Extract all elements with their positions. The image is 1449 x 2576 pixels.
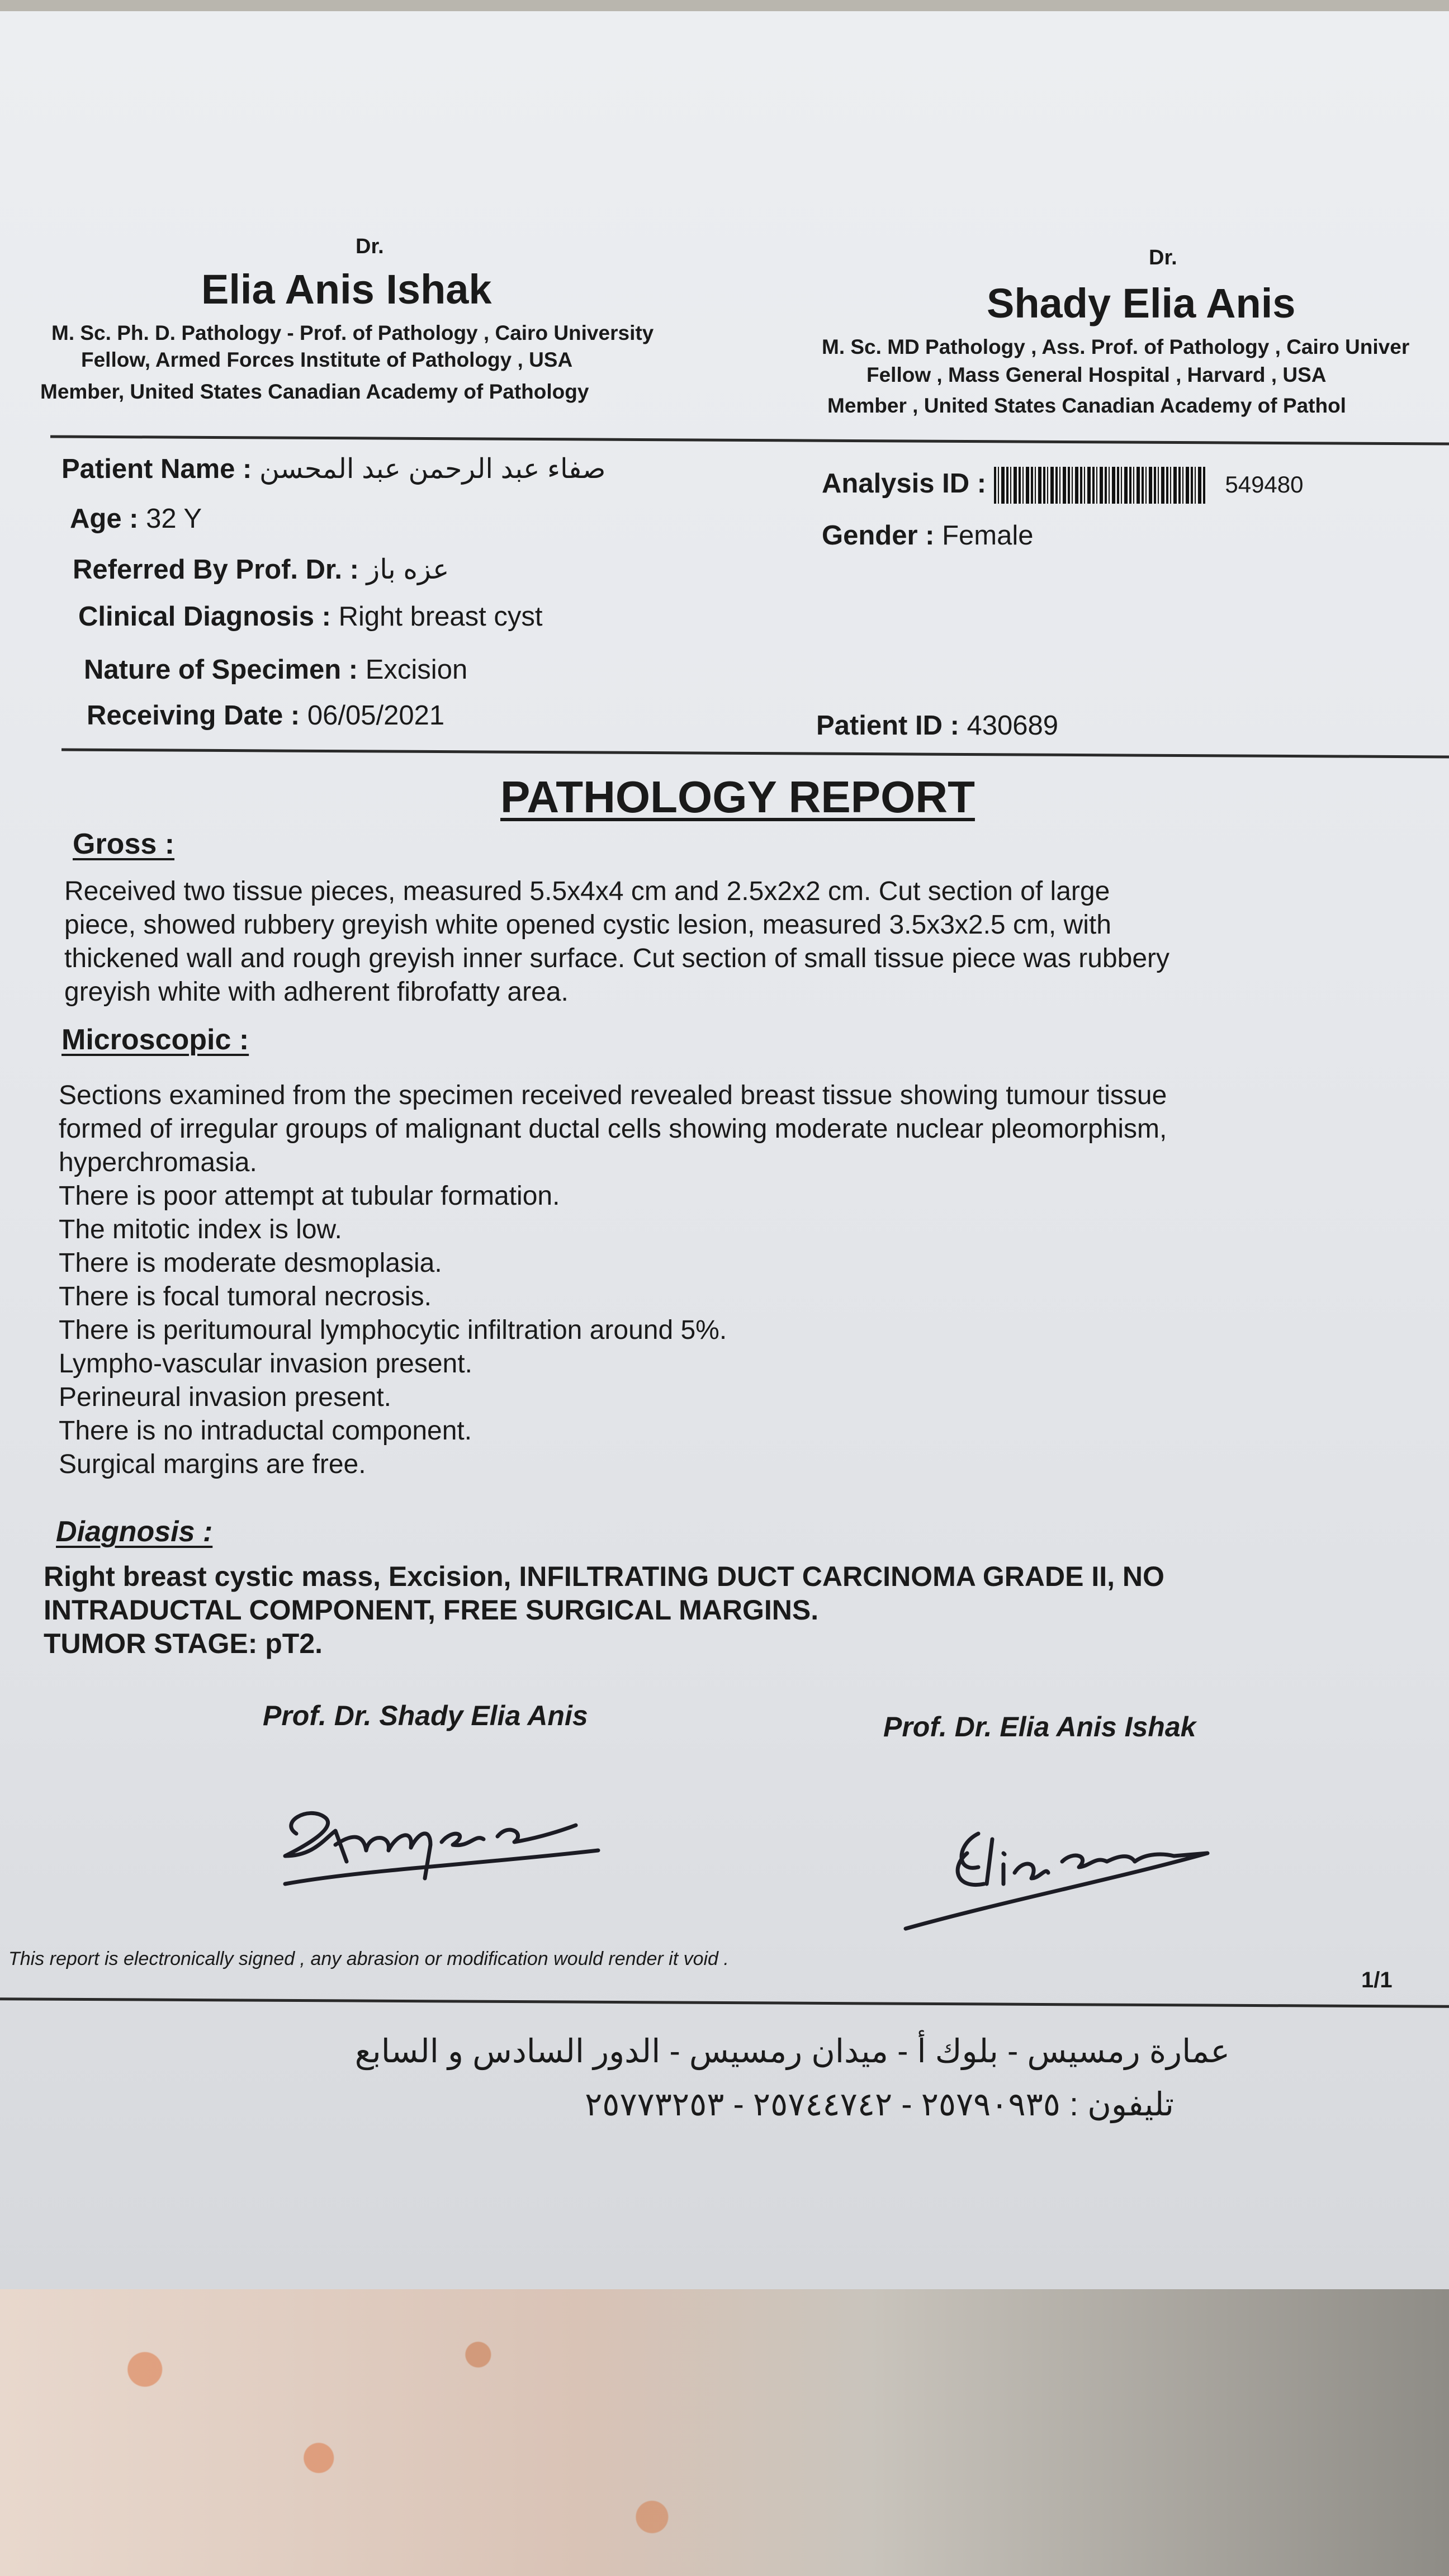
gender-row	[822, 520, 1034, 551]
specimen-row	[84, 654, 467, 685]
electronic-signature-note: This report is electronically signed , any abrasion or modification would render it void .	[8, 1948, 729, 1969]
microscopic-line: There is no intraductal component.	[59, 1416, 472, 1446]
analysis-row	[822, 467, 1304, 504]
diagnosis-heading: Diagnosis :	[56, 1516, 213, 1548]
microscopic-line: There is poor attempt at tubular formation.	[59, 1181, 560, 1211]
gross-heading: Gross :	[73, 828, 175, 860]
referred-value: عزه باز	[366, 555, 449, 585]
patient-id-row	[816, 710, 1058, 741]
right-doctor-name: Shady Elia Anis	[987, 280, 1296, 326]
left-doctor-credential-2: Fellow, Armed Forces Institute of Pathology , USA	[81, 348, 573, 371]
microscopic-text	[59, 1079, 1445, 1481]
gender-label: Gender :	[822, 520, 935, 551]
gross-line: Received two tissue pieces, measured 5.5x4x4 cm and 2.5x2x2 cm. Cut section of large	[64, 877, 1110, 906]
right-signatory-name: Prof. Dr. Elia Anis Ishak	[883, 1711, 1196, 1742]
microscopic-line: Perineural invasion present.	[59, 1382, 392, 1412]
specimen-label: Nature of Specimen :	[84, 655, 358, 685]
left-signature	[263, 1772, 632, 1906]
left-doctor-name: Elia Anis Ishak	[201, 266, 492, 312]
report-title: PATHOLOGY REPORT	[500, 772, 975, 822]
microscopic-line: There is peritumoural lymphocytic infiltration around 5%.	[59, 1315, 727, 1345]
barcode	[994, 467, 1206, 504]
patient-id-label: Patient ID :	[816, 711, 959, 741]
analysis-value: 549480	[1225, 471, 1304, 498]
lab-address: عمارة رمسيس - بلوك أ - ميدان رمسيس - الدور السادس و السابع	[354, 2033, 1230, 2070]
right-doctor-prefix: Dr.	[1149, 246, 1177, 269]
diagnosis-line: INTRADUCTAL COMPONENT, FREE SURGICAL MARGINS.	[44, 1594, 819, 1626]
referred-row	[73, 553, 449, 585]
gross-text	[64, 875, 1445, 1009]
header-divider	[50, 435, 1449, 445]
analysis-label: Analysis ID :	[822, 468, 987, 499]
right-doctor-credential-3: Member , United States Canadian Academy of Pathol	[827, 394, 1346, 417]
left-doctor-credential-3: Member, United States Canadian Academy of Pathology	[40, 380, 589, 403]
microscopic-line: There is moderate desmoplasia.	[59, 1248, 442, 1278]
tablecloth-background	[0, 2281, 1449, 2576]
clinical-row	[78, 601, 543, 632]
left-doctor-credential-1: M. Sc. Ph. D. Pathology - Prof. of Pathology , Cairo University	[51, 321, 654, 344]
right-doctor-credential-1: M. Sc. MD Pathology , Ass. Prof. of Pathology , Cairo Univer	[822, 335, 1410, 358]
microscopic-line: Surgical margins are free.	[59, 1450, 366, 1479]
patient-id-value: 430689	[967, 711, 1059, 741]
patient-name-value: صفاء عبد الرحمن عبد المحسن	[259, 454, 606, 484]
clinical-label: Clinical Diagnosis :	[78, 602, 331, 632]
specimen-value: Excision	[365, 655, 468, 685]
receiving-value: 06/05/2021	[307, 700, 445, 731]
patient-divider	[61, 749, 1449, 759]
patient-name-row	[61, 453, 605, 485]
right-doctor-credential-2: Fellow , Mass General Hospital , Harvard , USA	[866, 363, 1327, 386]
microscopic-line: Sections examined from the specimen received revealed breast tissue showing tumour tissue	[59, 1081, 1167, 1110]
diagnosis-line: Right breast cystic mass, Excision, INFILTRATING DUCT CARCINOMA GRADE II, NO	[44, 1561, 1164, 1592]
microscopic-line: hyperchromasia.	[59, 1148, 257, 1177]
clinical-value: Right breast cyst	[338, 602, 543, 632]
gender-value: Female	[942, 520, 1034, 551]
lab-phones: تليفون : ٢٥٧٩٠٩٣٥ - ٢٥٧٤٤٧٤٢ - ٢٥٧٧٣٢٥٣	[585, 2086, 1174, 2123]
left-doctor-prefix: Dr.	[356, 235, 384, 258]
receiving-row	[87, 700, 444, 731]
left-signatory-name: Prof. Dr. Shady Elia Anis	[263, 1700, 588, 1731]
gross-line: greyish white with adherent fibrofatty area.	[64, 977, 569, 1007]
receiving-label: Receiving Date :	[87, 700, 300, 731]
right-signature	[894, 1800, 1263, 1934]
gross-line: piece, showed rubbery greyish white opened cystic lesion, measured 3.5x3x2.5 cm, with	[64, 910, 1111, 940]
age-label: Age :	[70, 504, 139, 534]
diagnosis-text	[44, 1560, 1441, 1660]
diagnosis-line: TUMOR STAGE: pT2.	[44, 1628, 323, 1659]
page-number: 1/1	[1361, 1968, 1393, 1992]
patient-name-label: Patient Name :	[61, 454, 252, 484]
microscopic-line: Lympho-vascular invasion present.	[59, 1349, 472, 1379]
age-row	[70, 503, 202, 534]
microscopic-line: formed of irregular groups of malignant ductal cells showing moderate nuclear pleomorphism,	[59, 1114, 1167, 1144]
microscopic-heading: Microscopic :	[61, 1024, 249, 1056]
age-value: 32 Y	[146, 504, 202, 534]
microscopic-line: The mitotic index is low.	[59, 1215, 342, 1244]
referred-label: Referred By Prof. Dr. :	[73, 555, 359, 585]
gross-line: thickened wall and rough greyish inner surface. Cut section of small tissue piece was rubbery	[64, 944, 1169, 973]
report-page	[0, 11, 1449, 2289]
footer-divider	[0, 1997, 1449, 2008]
microscopic-line: There is focal tumoral necrosis.	[59, 1282, 432, 1311]
